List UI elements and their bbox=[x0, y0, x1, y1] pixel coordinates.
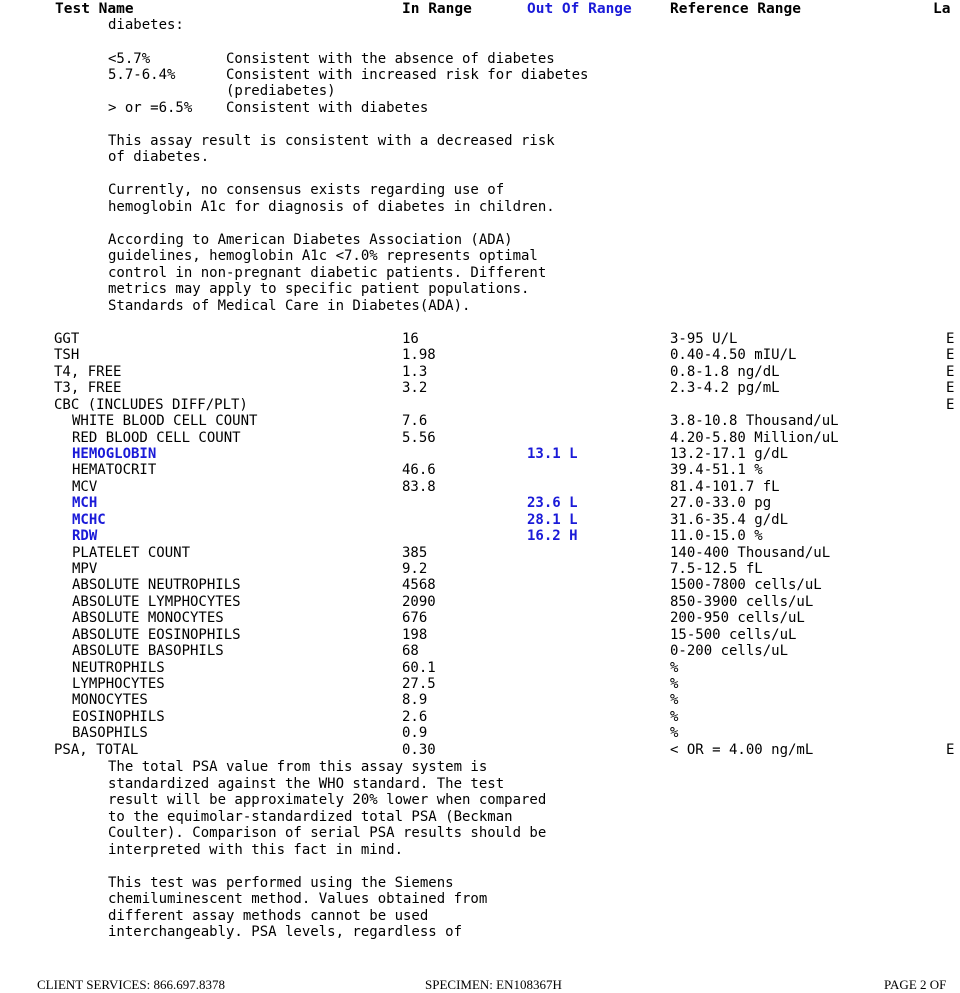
reference-range: 3.8-10.8 Thousand/uL bbox=[670, 413, 839, 430]
reference-range: < OR = 4.00 ng/mL bbox=[670, 741, 814, 758]
test-name: MONOCYTES bbox=[72, 692, 148, 709]
in-range-value: 676 bbox=[402, 610, 428, 627]
reference-range: % bbox=[670, 708, 679, 725]
lab-code: E bbox=[946, 331, 955, 347]
reference-range: 39.4-51.1 % bbox=[670, 462, 763, 479]
result-row bbox=[0, 577, 960, 593]
result-row bbox=[0, 643, 960, 659]
test-name: T3, FREE bbox=[54, 380, 122, 397]
reference-range: 0-200 cells/uL bbox=[670, 643, 789, 660]
col-in-range: In Range bbox=[402, 1, 472, 17]
reference-range: % bbox=[670, 692, 679, 709]
test-name: LYMPHOCYTES bbox=[72, 676, 165, 693]
result-row bbox=[0, 512, 960, 528]
result-row bbox=[0, 430, 960, 446]
psa-note-line: to the equimolar-standardized total PSA (Beckman bbox=[108, 809, 513, 825]
result-row bbox=[0, 709, 960, 725]
test-name: RED BLOOD CELL COUNT bbox=[72, 429, 241, 446]
reference-range: 0.8-1.8 ng/dL bbox=[670, 363, 780, 380]
result-row bbox=[0, 742, 960, 758]
result-row bbox=[0, 627, 960, 643]
out-of-range-value: 13.1 L bbox=[527, 446, 578, 462]
psa-note-line: chemiluminescent method. Values obtained from bbox=[108, 891, 488, 907]
range-code: 5.7-6.4% bbox=[108, 67, 176, 83]
in-range-value: 1.98 bbox=[402, 347, 436, 364]
col-out-of-range: Out Of Range bbox=[527, 1, 632, 17]
result-row bbox=[0, 413, 960, 429]
reference-range: 13.2-17.1 g/dL bbox=[670, 446, 789, 462]
in-range-value: 2.6 bbox=[402, 708, 428, 725]
test-name: MCHC bbox=[72, 511, 106, 528]
range-code: <5.7% bbox=[108, 51, 151, 67]
test-name: TSH bbox=[54, 347, 80, 364]
in-range-value: 83.8 bbox=[402, 478, 436, 495]
lab-code: E bbox=[946, 380, 955, 397]
note-line: guidelines, hemoglobin A1c <7.0% represents optimal bbox=[108, 248, 538, 264]
test-name: MCV bbox=[72, 478, 98, 495]
out-of-range-value: 16.2 H bbox=[527, 528, 578, 545]
reference-range: 81.4-101.7 fL bbox=[670, 478, 780, 495]
in-range-value: 46.6 bbox=[402, 462, 436, 479]
col-reference-range: Reference Range bbox=[670, 1, 801, 17]
test-name: RDW bbox=[72, 528, 98, 545]
page-footer bbox=[0, 977, 960, 991]
result-row bbox=[0, 528, 960, 544]
result-row bbox=[0, 725, 960, 741]
test-name: ABSOLUTE EOSINOPHILS bbox=[72, 626, 241, 643]
specimen-id: SPECIMEN: EN108367H bbox=[425, 977, 562, 992]
test-name: CBC (INCLUDES DIFF/PLT) bbox=[54, 396, 248, 413]
test-name: BASOPHILS bbox=[72, 725, 148, 742]
reference-range: 4.20-5.80 Million/uL bbox=[670, 429, 839, 446]
in-range-value: 7.6 bbox=[402, 413, 428, 430]
test-name: HEMATOCRIT bbox=[72, 462, 157, 479]
col-test-name: Test Name bbox=[55, 1, 134, 17]
lab-code: E bbox=[946, 347, 955, 364]
psa-note-line: Coulter). Comparison of serial PSA results should be bbox=[108, 825, 547, 841]
in-range-value: 0.9 bbox=[402, 725, 428, 742]
result-row bbox=[0, 446, 960, 462]
test-name: ABSOLUTE LYMPHOCYTES bbox=[72, 593, 241, 610]
result-row bbox=[0, 545, 960, 561]
psa-note-line: different assay methods cannot be used bbox=[108, 908, 429, 924]
psa-note-line: interchangeably. PSA levels, regardless of bbox=[108, 924, 463, 940]
lab-code: E bbox=[946, 741, 955, 758]
in-range-value: 0.30 bbox=[402, 741, 436, 758]
range-desc-cont: (prediabetes) bbox=[226, 83, 336, 99]
result-row bbox=[0, 364, 960, 380]
test-name: ABSOLUTE NEUTROPHILS bbox=[72, 577, 241, 594]
lab-code: E bbox=[946, 396, 955, 413]
psa-note-line: The total PSA value from this assay system is bbox=[108, 759, 488, 775]
reference-range: 3-95 U/L bbox=[670, 331, 738, 347]
test-name: MCH bbox=[72, 495, 98, 512]
note-line: metrics may apply to specific patient populations. bbox=[108, 281, 530, 297]
note-line: Standards of Medical Care in Diabetes(ADA). bbox=[108, 298, 471, 314]
range-desc: Consistent with diabetes bbox=[226, 100, 429, 116]
test-name: HEMOGLOBIN bbox=[72, 446, 157, 462]
test-name: ABSOLUTE MONOCYTES bbox=[72, 610, 224, 627]
in-range-value: 3.2 bbox=[402, 380, 428, 397]
range-desc: Consistent with increased risk for diabetes bbox=[226, 67, 589, 83]
in-range-value: 1.3 bbox=[402, 363, 428, 380]
in-range-value: 68 bbox=[402, 643, 419, 660]
reference-range: % bbox=[670, 676, 679, 693]
test-name: NEUTROPHILS bbox=[72, 659, 165, 676]
test-name: T4, FREE bbox=[54, 363, 122, 380]
note-line: control in non-pregnant diabetic patients. Different bbox=[108, 265, 547, 281]
in-range-value: 16 bbox=[402, 331, 419, 347]
out-of-range-value: 28.1 L bbox=[527, 511, 578, 528]
reference-range: 1500-7800 cells/uL bbox=[670, 577, 822, 594]
psa-note-line: interpreted with this fact in mind. bbox=[108, 842, 404, 858]
test-name: ABSOLUTE BASOPHILS bbox=[72, 643, 224, 660]
psa-note-line: standardized against the WHO standard. The test bbox=[108, 776, 505, 792]
range-desc: Consistent with the absence of diabetes bbox=[226, 51, 555, 67]
reference-range: 2.3-4.2 pg/mL bbox=[670, 380, 780, 397]
result-row bbox=[0, 397, 960, 413]
reference-range: % bbox=[670, 725, 679, 742]
in-range-value: 60.1 bbox=[402, 659, 436, 676]
note-line: According to American Diabetes Association (ADA) bbox=[108, 232, 513, 248]
in-range-value: 2090 bbox=[402, 593, 436, 610]
note-line: Currently, no consensus exists regarding use of bbox=[108, 182, 505, 198]
out-of-range-value: 23.6 L bbox=[527, 495, 578, 512]
result-row bbox=[0, 561, 960, 577]
test-name: MPV bbox=[72, 561, 98, 578]
reference-range: 31.6-35.4 g/dL bbox=[670, 511, 789, 528]
result-row bbox=[0, 479, 960, 495]
in-range-value: 27.5 bbox=[402, 676, 436, 693]
in-range-value: 8.9 bbox=[402, 692, 428, 709]
reference-range: 11.0-15.0 % bbox=[670, 528, 763, 545]
in-range-value: 385 bbox=[402, 544, 428, 561]
test-name: PLATELET COUNT bbox=[72, 544, 191, 561]
test-name: PSA, TOTAL bbox=[54, 741, 139, 758]
reference-range: 27.0-33.0 pg bbox=[670, 495, 772, 512]
test-name: GGT bbox=[54, 331, 80, 347]
reference-range: 200-950 cells/uL bbox=[670, 610, 805, 627]
psa-note-line: result will be approximately 20% lower when compared bbox=[108, 792, 547, 808]
result-row bbox=[0, 660, 960, 676]
reference-range: 140-400 Thousand/uL bbox=[670, 544, 831, 561]
result-row bbox=[0, 692, 960, 708]
test-name: EOSINOPHILS bbox=[72, 708, 165, 725]
note-line: This assay result is consistent with a decreased risk bbox=[108, 133, 555, 149]
in-range-value: 198 bbox=[402, 626, 428, 643]
result-row bbox=[0, 347, 960, 363]
note-line: diabetes: bbox=[108, 17, 184, 33]
result-row bbox=[0, 594, 960, 610]
col-lab: La bbox=[933, 1, 951, 17]
range-code: > or =6.5% bbox=[108, 100, 193, 116]
reference-range: 15-500 cells/uL bbox=[670, 626, 797, 643]
note-line: hemoglobin A1c for diagnosis of diabetes in children. bbox=[108, 199, 555, 215]
in-range-value: 5.56 bbox=[402, 429, 436, 446]
reference-range: 7.5-12.5 fL bbox=[670, 561, 763, 578]
client-services: CLIENT SERVICES: 866.697.8378 bbox=[37, 977, 225, 992]
psa-note-line: This test was performed using the Siemens bbox=[108, 875, 454, 891]
test-name: WHITE BLOOD CELL COUNT bbox=[72, 413, 258, 430]
in-range-value: 4568 bbox=[402, 577, 436, 594]
reference-range: 0.40-4.50 mIU/L bbox=[670, 347, 797, 364]
result-row bbox=[0, 331, 960, 347]
page-number: PAGE 2 OF bbox=[884, 977, 947, 992]
result-row bbox=[0, 610, 960, 626]
result-row bbox=[0, 495, 960, 511]
note-line: of diabetes. bbox=[108, 149, 210, 165]
in-range-value: 9.2 bbox=[402, 561, 428, 578]
result-row bbox=[0, 462, 960, 478]
reference-range: 850-3900 cells/uL bbox=[670, 593, 814, 610]
lab-code: E bbox=[946, 363, 955, 380]
reference-range: % bbox=[670, 659, 679, 676]
result-row bbox=[0, 380, 960, 396]
result-row bbox=[0, 676, 960, 692]
